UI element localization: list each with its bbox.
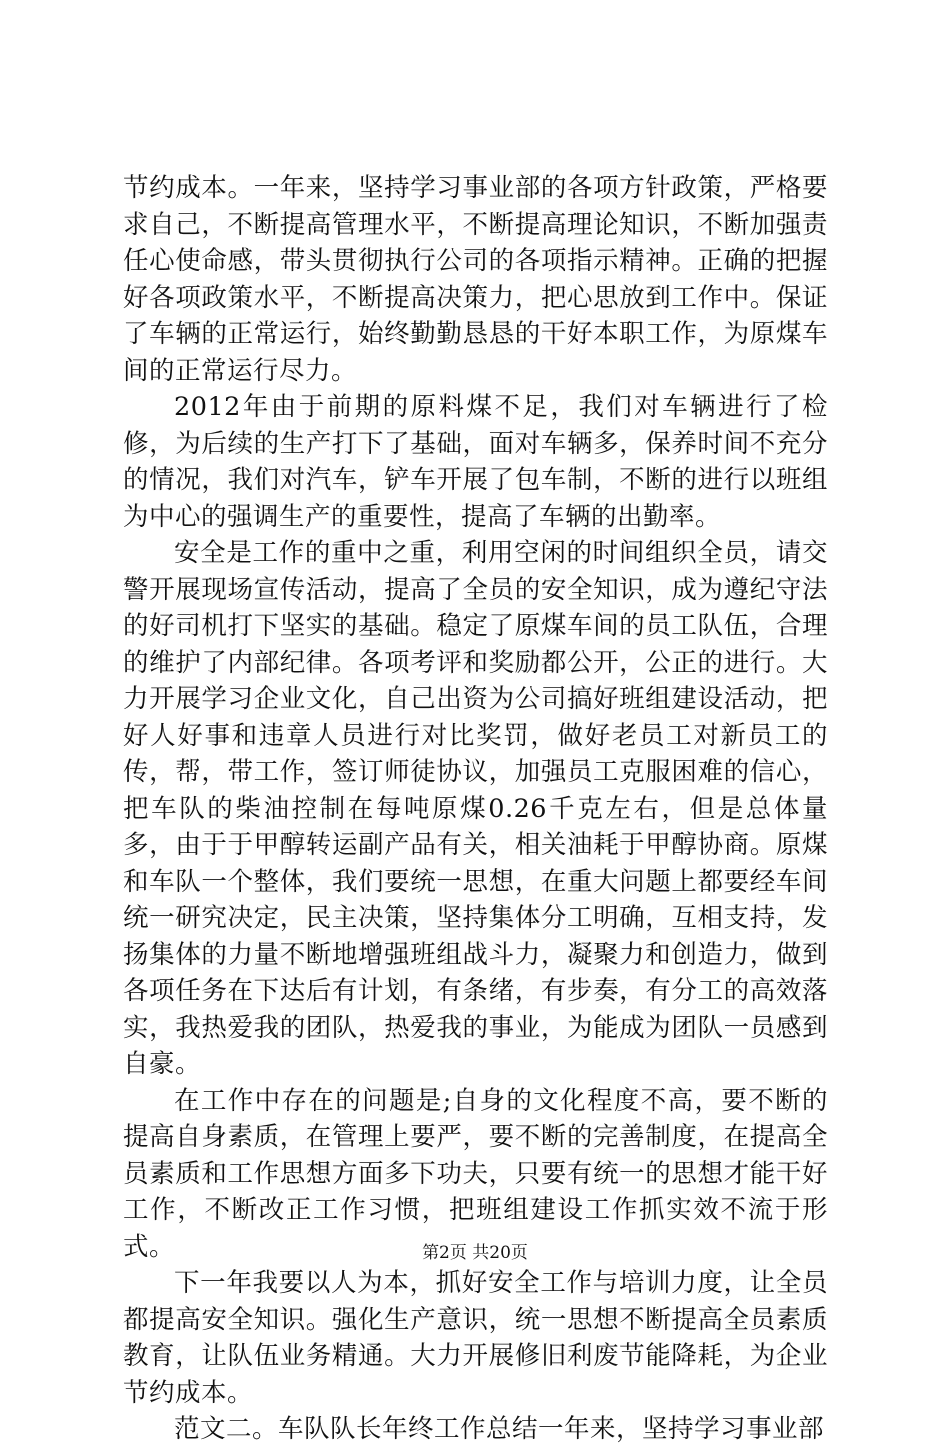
paragraph-safety: 安全是工作的重中之重，利用空闲的时间组织全员，请交警开展现场宣传活动，提高了全员的安全知识，成为遵纪守法的好司机打下坚实的基础。稳定了原煤车间的员工队伍，合理的维护了内部纪律。各项考评和奖励都公开，公正的进行。大力开展学习企业文化，自己出资为公司搞好班组建设活动，把好人好事和违章人员进行对比奖罚，做好老员工对新员工的传，帮，带工作，签订师徒协议，加强员工克服困难的信心，把车队的柴油控制在每吨原煤0.26千克左右，但是总体量多，由于于甲醇转运副产品有关，相关油耗于甲醇协商。原煤和车队一个整体，我们要统一思想，在重大问题上都要经车间统一研究决定，民主决策，坚持集体分工明确，互相支持，发扬集体的力量不断地增强班组战斗力，凝聚力和创造力，做到各项任务在下达后有计划，有条绪，有步奏，有分工的高效落实，我热爱我的团队，热爱我的事业，为能成为团队一员感到自豪。: [123, 538, 828, 1079]
paragraph-sample-two: 范文二。车队队长年终工作总结一年来，坚持学习事业部: [174, 1414, 825, 1444]
page-number-footer: 第2页 共20页: [422, 1243, 528, 1263]
paragraph-2012-maintenance: 2012年由于前期的原料煤不足，我们对车辆进行了检修，为后续的生产打下了基础，面对车辆多，保养时间不充分的情况，我们对汽车，铲车开展了包车制，不断的进行以班组为中心的强调生产的重要性，提高了车辆的出勤率。: [123, 392, 828, 532]
paragraph-continuation: 节约成本。一年来，坚持学习事业部的各项方针政策，严格要求自己，不断提高管理水平，不断提高理论知识，不断加强责任心使命感，带头贯彻执行公司的各项指示精神。正确的把握好各项政策水平，不断提高决策力，把心思放到工作中。保证了车辆的正常运行，始终勤勤恳恳的干好本职工作，为原煤车间的正常运行尽力。: [123, 173, 828, 386]
paragraph-next-year: 下一年我要以人为本，抓好安全工作与培训力度，让全员都提高安全知识。强化生产意识，统一思想不断提高全员素质教育，让队伍业务精通。大力开展修旧利废节能降耗，为企业节约成本。: [123, 1268, 828, 1408]
paragraph-problems: 在工作中存在的问题是;自身的文化程度不高，要不断的提高自身素质，在管理上要严，要不断的完善制度，在提高全员素质和工作思想方面多下功夫，只要有统一的思想才能干好工作，不断改正工作习惯，把班组建设工作抓实效不流于形式。: [123, 1085, 828, 1262]
